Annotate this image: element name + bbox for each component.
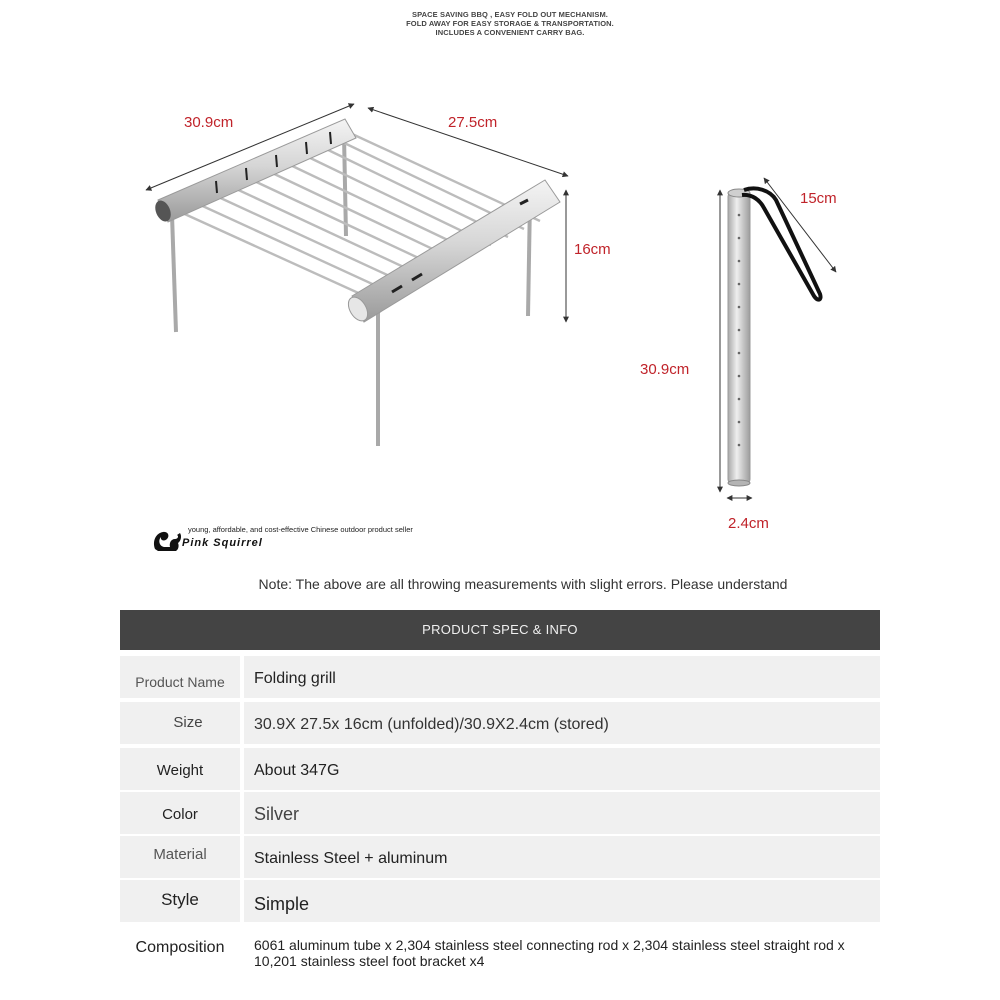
- spec-value: About 347G: [254, 762, 340, 779]
- tube-bottom-cap: [728, 480, 750, 486]
- squirrel-icon: [152, 527, 182, 553]
- grill-width-label: 30.9cm: [184, 114, 234, 131]
- measurement-note: Note: The above are all throwing measurements with slight errors. Please understand: [258, 576, 788, 592]
- tube-length-label: 30.9cm: [640, 361, 690, 378]
- spec-label: Color: [162, 806, 198, 823]
- strap-length-label: 15cm: [800, 190, 837, 207]
- spec-label: Product Name: [135, 674, 225, 690]
- grill-height-label: 16cm: [574, 241, 611, 258]
- tagline-line-1: SPACE SAVING BBQ , EASY FOLD OUT MECHANISM.: [412, 10, 608, 19]
- spec-row-composition: [120, 926, 880, 986]
- spec-value: Silver: [254, 804, 300, 824]
- spec-value: 30.9X 27.5x 16cm (unfolded)/30.9X2.4cm (stored): [254, 716, 609, 733]
- grill-depth-label: 27.5cm: [448, 114, 498, 131]
- spec-label: Material: [153, 846, 207, 863]
- tube-body: [728, 192, 750, 484]
- spec-row-material: [120, 836, 880, 878]
- spec-row-product-name: [120, 656, 880, 698]
- spec-row-weight: [120, 748, 880, 790]
- spec-table-header: PRODUCT SPEC & INFO: [120, 610, 880, 650]
- spec-label: Composition: [135, 939, 225, 956]
- spec-label: Size: [173, 714, 203, 731]
- spec-value: Folding grill: [254, 670, 336, 687]
- tube-diameter-label: 2.4cm: [728, 515, 769, 532]
- grill-leg-back-left: [172, 215, 176, 332]
- spec-row-size: [120, 702, 880, 744]
- spec-label: Weight: [156, 762, 204, 779]
- brand-name: Pink Squirrel: [182, 537, 263, 549]
- spec-value: Stainless Steel + aluminum: [254, 850, 448, 867]
- brand-slogan: young, affordable, and cost-effective Chinese outdoor product seller: [188, 525, 413, 534]
- spec-row-style: [120, 880, 880, 922]
- brand-logo: [152, 525, 472, 555]
- folded-tube: [720, 178, 836, 498]
- spec-row-color: [120, 792, 880, 834]
- spec-value: Simple: [254, 894, 310, 914]
- spec-value: 6061 aluminum tube x 2,304 stainless steel connecting rod x 2,304 stainless steel straight rod x 10,201 stainless steel foot bracket x4: [254, 937, 845, 969]
- grill-leg-back-right: [344, 135, 346, 236]
- tagline-line-2: FOLD AWAY FOR EASY STORAGE & TRANSPORTATION.: [406, 19, 614, 28]
- tagline-line-3: INCLUDES A CONVENIENT CARRY BAG.: [435, 28, 585, 37]
- spec-label: Style: [161, 890, 199, 909]
- grill-tube-back: [158, 119, 356, 222]
- folding-grill: [152, 119, 560, 446]
